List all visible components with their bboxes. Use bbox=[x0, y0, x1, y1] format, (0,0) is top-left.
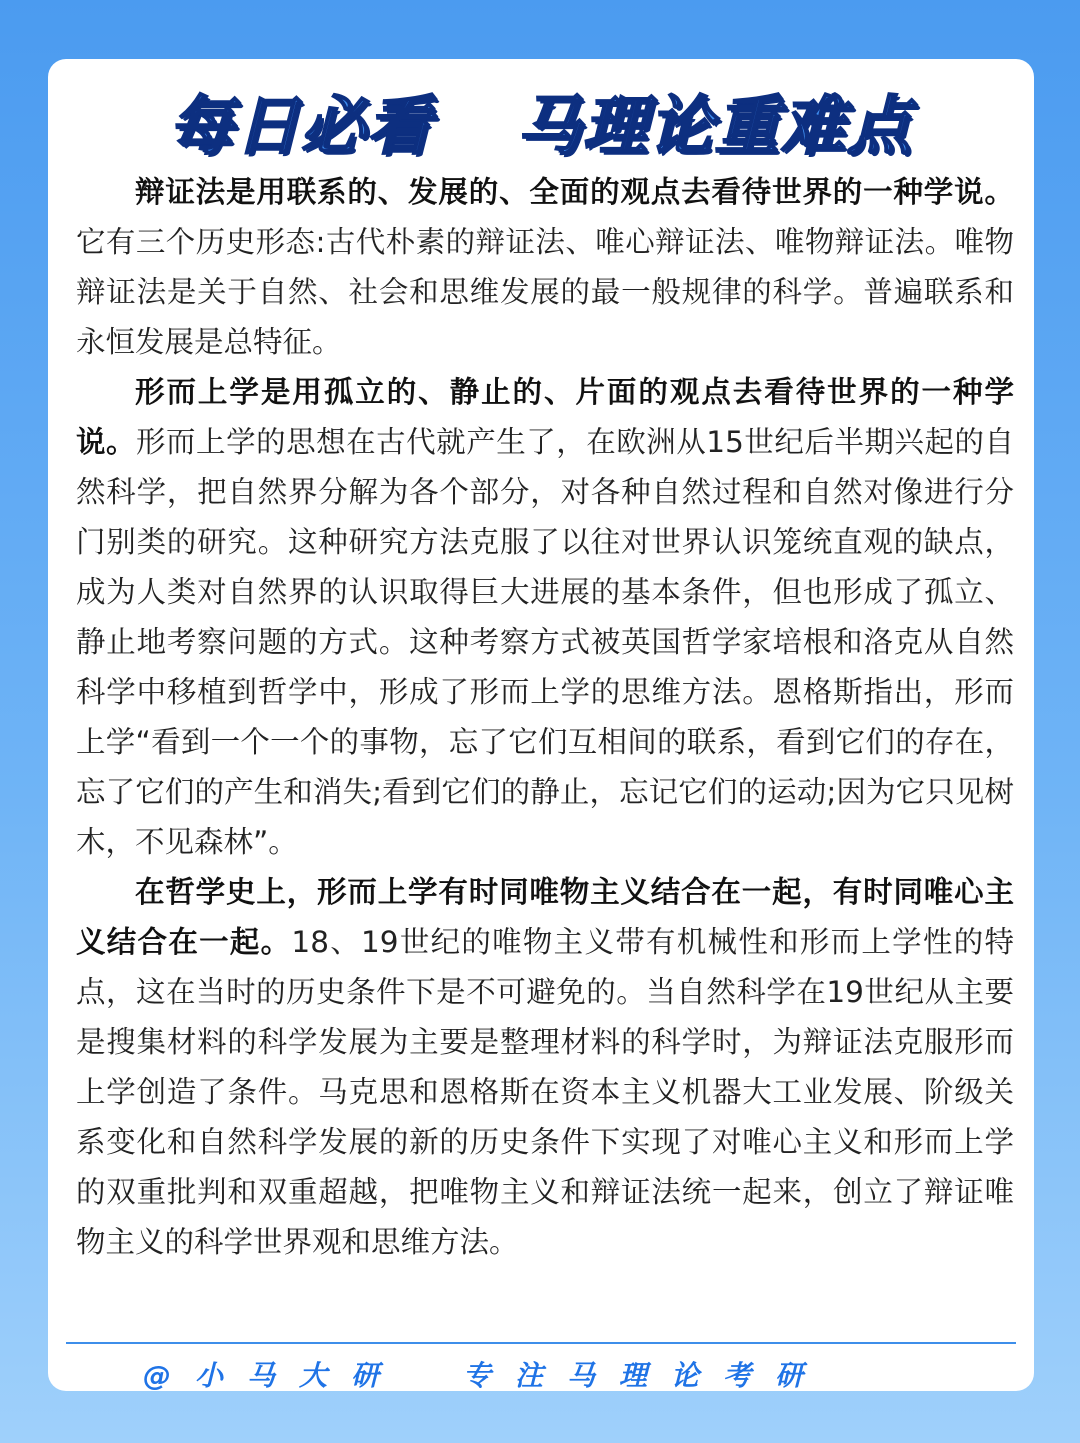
title-left: 每日必看 bbox=[169, 90, 433, 164]
footer bbox=[143, 1352, 827, 1396]
title-right: 马理论重难点 bbox=[517, 90, 913, 164]
paragraph-text: 它有三个历史形态:古代朴素的辩证法、唯心辩证法、唯物辩证法。唯物辩证法是关于自然、社会和思维发展的最一般规律的科学。普遍联系和永恒发展是总特征。 bbox=[76, 225, 1014, 359]
footer-author: @小马大研 bbox=[143, 1359, 404, 1392]
paragraph-dialectics bbox=[76, 167, 1014, 367]
footer-slogan: 专注马理论考研 bbox=[463, 1359, 828, 1392]
footer-divider bbox=[66, 1342, 1016, 1344]
paragraph-lead: 形而上学是用孤立的、静止的、片面的观点去看待世界的一种学说。 bbox=[76, 375, 1014, 459]
content-card bbox=[48, 59, 1034, 1391]
paragraph-metaphysics bbox=[76, 367, 1014, 867]
paragraph-lead: 辩证法是用联系的、发展的、全面的观点去看待世界的一种学说。 bbox=[135, 175, 1014, 209]
paragraph-history bbox=[76, 867, 1014, 1267]
paragraph-text: 形而上学的思想在古代就产生了，在欧洲从15世纪后半期兴起的自然科学，把自然界分解为各个部分，对各种自然过程和自然对像进行分门别类的研究。这种研究方法克服了以往对世界认识笼统直观的缺点，成为人类对自然界的认识取得巨大进展的基本条件，但也形成了孤立、静止地考察问题的方式。这种考察方式被英国哲学家培根和洛克从自然科学中移植到哲学中，形成了形而上学的思维方法。恩格斯指出，形而上学“看到一个一个的事物，忘了它们互相间的联系，看到它们的存在，忘了它们的产生和消失;看到它们的静止，忘记它们的运动;因为它只见树木，不见森林”。 bbox=[76, 425, 1014, 859]
page-title bbox=[48, 81, 1034, 164]
article-body bbox=[76, 167, 1014, 1267]
paragraph-lead: 在哲学史上，形而上学有时同唯物主义结合在一起，有时同唯心主义结合在一起。 bbox=[76, 875, 1014, 959]
paragraph-text: 18、19世纪的唯物主义带有机械性和形而上学性的特点，这在当时的历史条件下是不可避免的。当自然科学在19世纪从主要是搜集材料的科学发展为主要是整理材料的科学时，为辩证法克服形而上学创造了条件。马克思和恩格斯在资本主义机器大工业发展、阶级关系变化和自然科学发展的新的历史条件下实现了对唯心主义和形而上学的双重批判和双重超越，把唯物主义和辩证法统一起来，创立了辩证唯物主义的科学世界观和思维方法。 bbox=[76, 925, 1014, 1259]
